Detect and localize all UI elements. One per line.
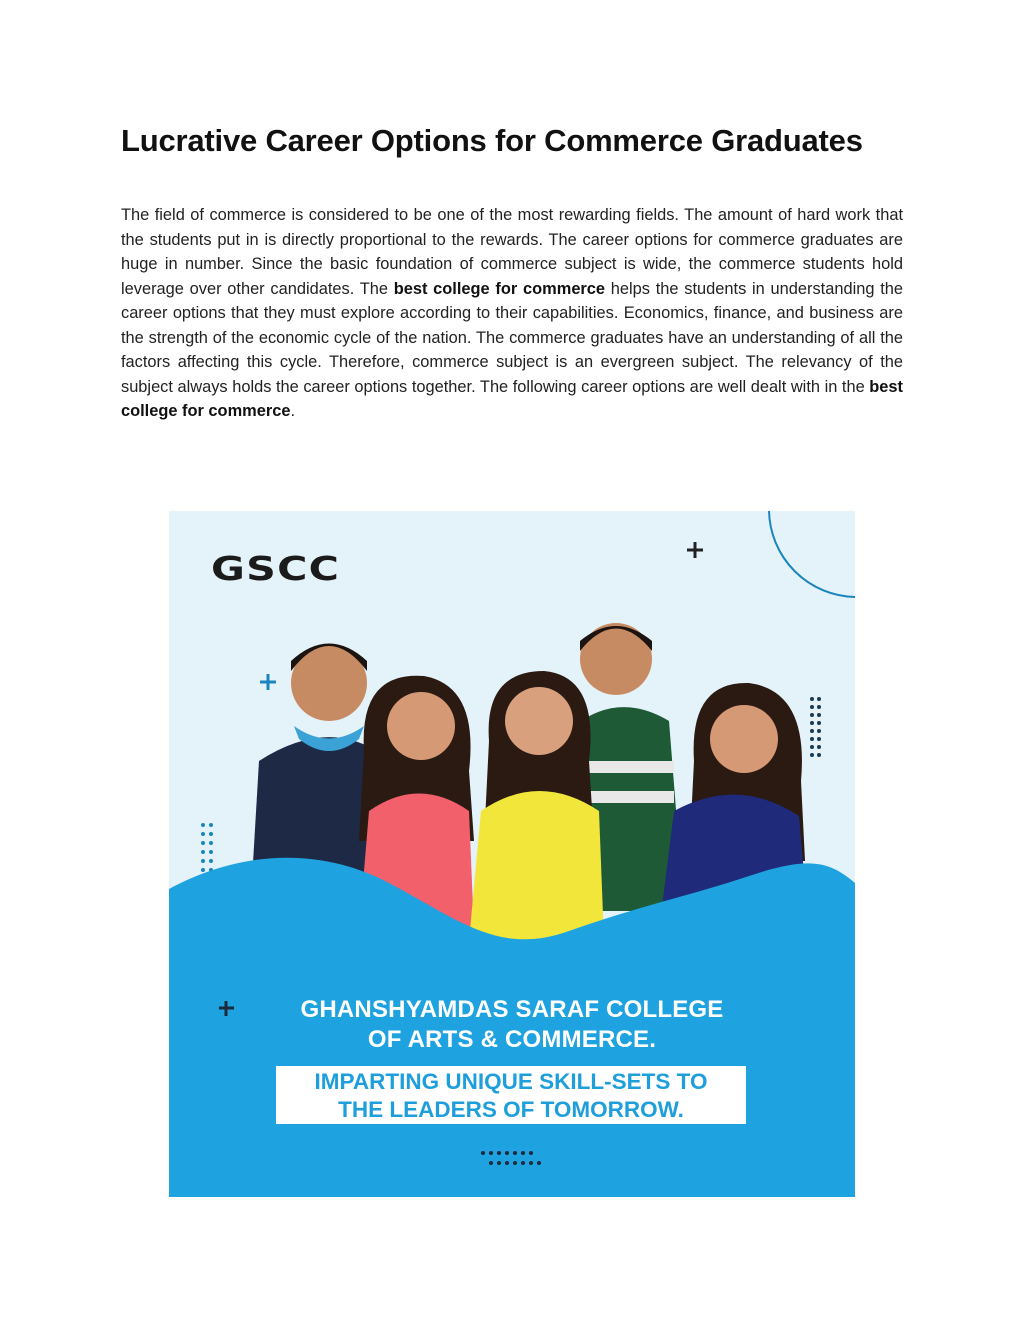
intro-paragraph [121,203,903,424]
college-name-line-2: OF ARTS & COMMERCE. [367,1026,657,1053]
plus-icon [687,542,703,558]
college-name-line-1: GHANSHYAMDAS SARAF COLLEGE [300,996,724,1023]
gscc-logo: GSCC [211,549,341,588]
plus-icon [260,674,276,690]
intro-text-1: The field of commerce is considered to be one of the most rewarding fields. The amount of hard work that the students put in is directly proportional to the rewards. The career options for commerce graduates are huge in number. Since the basic foundation of commerce subject is wide, the commerce students hold leverage over other candidates. The [121,206,903,298]
dot-grid-icon [810,697,821,757]
college-name [169,995,855,1055]
tagline-line-1: IMPARTING UNIQUE SKILL-SETS TO [314,1069,708,1094]
intro-text-3: . [290,402,295,420]
intro-bold-link-2: best college for commerce [121,377,903,420]
tagline-box [276,1066,746,1124]
college-banner-image [169,511,855,1197]
intro-text-2: helps the students in understanding the career options that they must explore according to their capabilities. Economics, finance, and business are the strength of the economic cycle of the nation. The commerce graduates have an understanding of all the factors affecting this cycle. Therefore, commerce subject is an evergreen subject. The relevancy of the subject always holds the career options together. The following career options are well dealt with in the [121,279,903,396]
page-title: Lucrative Career Options for Commerce Graduates [121,123,863,158]
intro-bold-link-1: best college for commerce [393,279,606,298]
tagline-line-2: THE LEADERS OF TOMORROW. [338,1097,684,1122]
decorative-arc [769,511,855,597]
